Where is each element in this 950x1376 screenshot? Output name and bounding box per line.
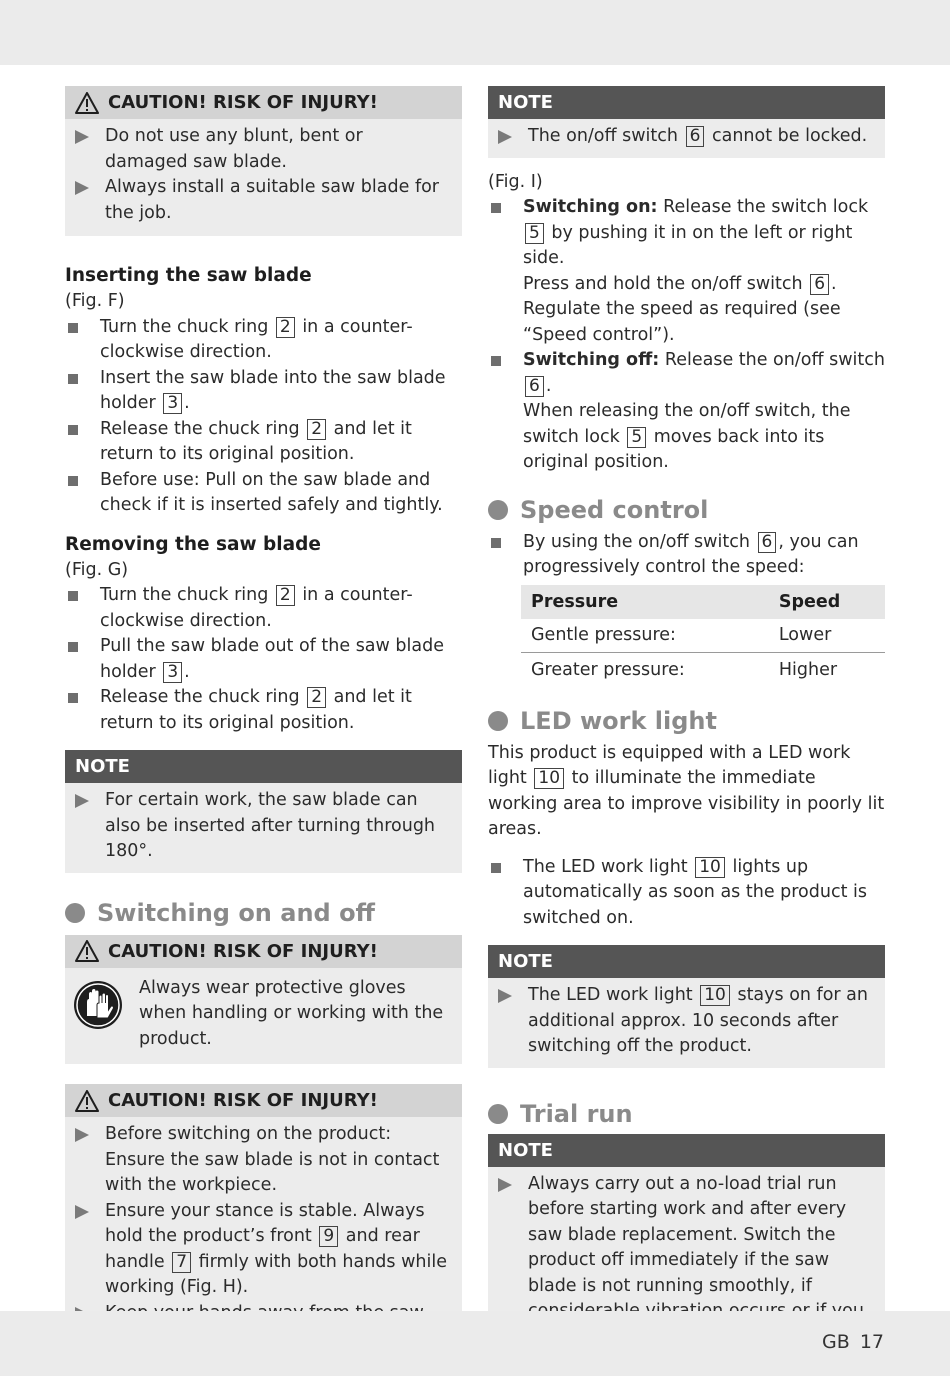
- caution-header: [65, 1084, 462, 1117]
- led-paragraph: This product is equipped with a LED work light 10 to illuminate the immediate working area to improve visibility in poorly lit areas.: [488, 742, 885, 839]
- ref-number: 6: [810, 274, 829, 295]
- warning-triangle-icon: [75, 940, 99, 962]
- arrow-bullet-icon: [498, 1178, 512, 1192]
- removing-heading: Removing the saw blade: [65, 533, 321, 555]
- square-bullet-icon: [68, 374, 78, 384]
- section-switching: Switching on and off: [65, 899, 462, 927]
- ref-number: 6: [686, 126, 705, 147]
- section-dot-icon: [65, 903, 85, 923]
- table-row: Greater pressure: Higher: [531, 659, 838, 680]
- list-item: Release the chuck ring 2 and let it return to its original position.: [65, 685, 462, 736]
- list-item: The LED work light 10 lights up automatically as soon as the product is switched on.: [488, 855, 885, 932]
- ref-number: 10: [700, 985, 730, 1006]
- speed-table: [521, 585, 885, 687]
- list-item: Before use: Pull on the saw blade and check if it is inserted safely and tightly.: [65, 468, 462, 519]
- square-bullet-icon: [68, 642, 78, 652]
- list-item: Switching on: Release the switch lock 5 by pushing it in on the left or right side. Press and hold the on/off switch 6 . Regulate the speed as required (see “Speed control”).: [488, 195, 885, 348]
- square-bullet-icon: [491, 538, 501, 548]
- list-item: The LED work light 10 stays on for an additional approx. 10 seconds after switching off the product.: [498, 983, 873, 1060]
- square-bullet-icon: [491, 356, 501, 366]
- section-dot-icon: [488, 500, 508, 520]
- ref-number: 3: [163, 662, 182, 683]
- ref-number: 2: [276, 317, 295, 338]
- list-item: Turn the chuck ring 2 in a counter-clockwise direction.: [65, 315, 462, 366]
- square-bullet-icon: [491, 203, 501, 213]
- list-item: The on/off switch 6 cannot be locked.: [498, 124, 873, 150]
- caution-box-gloves: [65, 935, 462, 1065]
- caution-title: CAUTION! RISK OF INJURY!: [108, 1090, 378, 1111]
- list-item: Switching off: Release the on/off switch 6 . When releasing the on/off switch, the switch lock 5 moves back into its original position.: [488, 348, 885, 476]
- warning-triangle-icon: [75, 1090, 99, 1112]
- list-item: Ensure your stance is stable. Always hold the product’s front 9 and rear handle 7 firmly with both hands while working (Fig. H).: [75, 1199, 450, 1301]
- ref-number: 2: [276, 585, 295, 606]
- ref-number: 6: [758, 532, 777, 553]
- fig-ref: (Fig. F): [65, 291, 125, 311]
- square-bullet-icon: [68, 323, 78, 333]
- inserting-heading: Inserting the saw blade: [65, 265, 312, 286]
- list-item: For certain work, the saw blade can also be inserted after turning through 180°.: [75, 788, 450, 865]
- list-item: Pull the saw blade out of the saw blade holder 3 .: [65, 634, 462, 685]
- arrow-bullet-icon: [498, 989, 512, 1003]
- note-header: NOTE: [488, 1134, 885, 1167]
- arrow-bullet-icon: [75, 794, 89, 808]
- arrow-bullet-icon: [75, 1205, 89, 1219]
- section-speed: Speed control: [488, 496, 885, 524]
- square-bullet-icon: [68, 425, 78, 435]
- section-trial: Trial run: [488, 1100, 885, 1128]
- ref-number: 3: [163, 393, 182, 414]
- ref-number: 2: [307, 419, 326, 440]
- ref-number: 5: [627, 427, 646, 448]
- list-item: Do not use any blunt, bent or damaged saw blade.: [75, 124, 450, 175]
- ref-number: 10: [534, 768, 564, 789]
- caution-header: [65, 86, 462, 119]
- bottom-band: [0, 1311, 950, 1376]
- arrow-bullet-icon: [498, 130, 512, 144]
- list-item: Turn the chuck ring 2 in a counter-clockwise direction.: [65, 583, 462, 634]
- arrow-bullet-icon: [75, 130, 89, 144]
- ref-number: 5: [525, 223, 544, 244]
- page-number: 17: [859, 1331, 884, 1353]
- language-code: GB: [822, 1331, 850, 1353]
- note-header: NOTE: [488, 945, 885, 978]
- ref-number: 9: [319, 1226, 338, 1247]
- caution-title: CAUTION! RISK OF INJURY!: [108, 940, 378, 962]
- list-item: Always carry out a no-load trial run before starting work and after every saw blade replacement. Switch the product off immediately if the saw blade is not running smoothly, if: [498, 1172, 873, 1351]
- left-column: [65, 86, 462, 1360]
- caution-title: CAUTION! RISK OF INJURY!: [108, 92, 378, 113]
- section-dot-icon: [488, 1104, 508, 1124]
- ref-number: 2: [307, 687, 326, 708]
- fig-ref: (Fig. I): [488, 171, 543, 192]
- note-header: NOTE: [65, 750, 462, 783]
- note-header: NOTE: [488, 86, 885, 119]
- ref-number: 7: [172, 1252, 191, 1273]
- caution-header: [65, 935, 462, 968]
- list-item: Release the chuck ring 2 and let it return to its original position.: [65, 417, 462, 468]
- arrow-bullet-icon: [75, 181, 89, 195]
- table-header: Pressure: [521, 585, 769, 619]
- note-box-180: [65, 750, 462, 873]
- list-item: By using the on/off switch 6 , you can progressively control the speed:: [488, 530, 885, 581]
- square-bullet-icon: [68, 591, 78, 601]
- square-bullet-icon: [68, 693, 78, 703]
- gloves-text: Always wear protective gloves when handling or working with the product.: [139, 977, 444, 1049]
- list-item: Before switching on the product: Ensure the saw blade is not in contact with the workpiece.: [75, 1122, 450, 1199]
- protective-gloves-icon: [73, 980, 123, 1030]
- ref-number: 10: [695, 857, 725, 878]
- list-item: Always install a suitable saw blade for the job.: [75, 175, 450, 226]
- list-item: Insert the saw blade into the saw blade holder 3 .: [65, 366, 462, 417]
- caution-box-blade: [65, 86, 462, 236]
- top-band: [0, 0, 950, 65]
- warning-triangle-icon: [75, 92, 99, 114]
- fig-ref: (Fig. G): [65, 559, 129, 580]
- square-bullet-icon: [491, 863, 501, 873]
- right-column: [488, 86, 885, 1358]
- page-footer: [822, 1331, 884, 1353]
- arrow-bullet-icon: [75, 1128, 89, 1142]
- note-box-led: [488, 945, 885, 1068]
- section-dot-icon: [488, 711, 508, 731]
- section-led: LED work light: [488, 707, 885, 735]
- table-row: Gentle pressure: Lower: [521, 619, 885, 653]
- ref-number: 6: [525, 376, 544, 397]
- note-box-lock: [488, 86, 885, 158]
- table-header: Speed: [769, 585, 885, 619]
- square-bullet-icon: [68, 476, 78, 486]
